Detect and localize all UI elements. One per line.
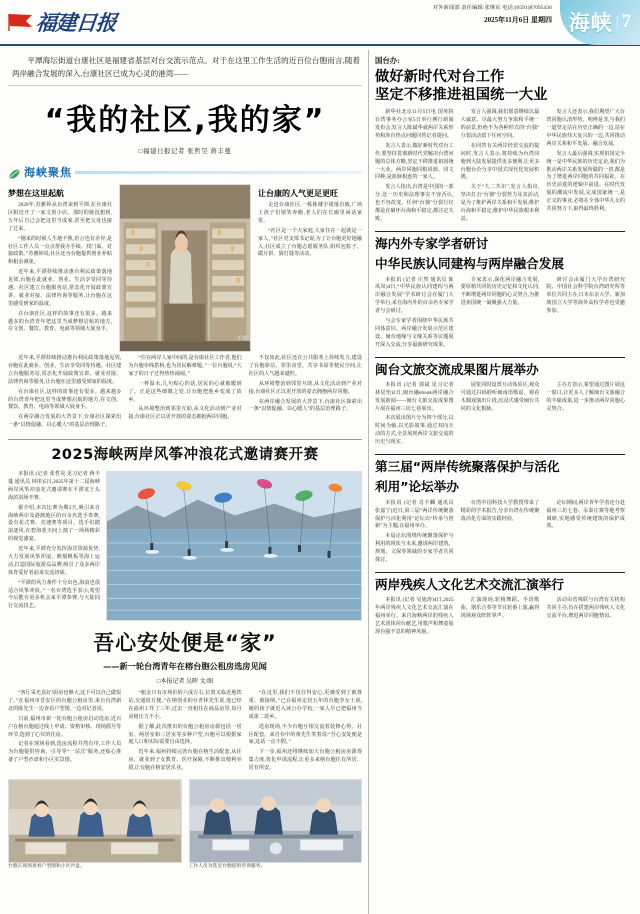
- lead-article-columns: [8, 184, 362, 352]
- photo-watermark: 平潭: [236, 337, 247, 343]
- paragraph: 在台康社区,这样的故事还有很多。越来越多的台湾青年把这里当成梦想启航的地方,在文创、餐饮、教育、电商等领域大展身手。: [8, 388, 122, 411]
- experts-columns: [375, 277, 625, 352]
- community-headline: 吾心安处便是“家”: [93, 631, 277, 656]
- community-photo-left-wrap: [8, 779, 182, 871]
- forum-col-3: [546, 500, 625, 567]
- lead-col-2: [119, 184, 251, 352]
- kite-event-text: [8, 471, 100, 621]
- divider: [375, 454, 625, 455]
- community-photo-right-caption: 工作人员为选房台胞提供咨询服务。: [188, 864, 266, 870]
- paragraph: 走进台康社区,一栋栋楼宇错落有致,广场上孩子们嬉笑奔跑,老人们在长廊里闲话家常。: [258, 202, 362, 224]
- red-flag-icon: [8, 12, 34, 32]
- paper-name: 福建日报: [34, 11, 118, 35]
- expo-col-3: [546, 382, 625, 449]
- subheading-life: 让台康的人气更足更旺: [258, 189, 338, 199]
- community-photo-right: [189, 779, 363, 863]
- divider: [375, 572, 625, 573]
- editor-line: 对外新闻部 责任编辑:张继东 电话:(0591)87095436: [432, 5, 552, 11]
- paragraph: 不仅如此,社区还在公共服务上持续发力,建设了台胞驿站、邻里食堂、共享书屋等便民空间,让社区的人气越来越旺。: [248, 355, 362, 377]
- paragraph: 台湾中国科技大学教授带来了精彩的学术报告,分享台湾在传统聚落活化方面的实践经验。: [460, 499, 540, 522]
- gtao-kicker: 国台办:: [375, 56, 400, 65]
- cont-col-2-text: [128, 355, 241, 422]
- gtao-headline-line1: 做好新时代对台工作: [375, 69, 505, 85]
- experts-col-1: [375, 277, 454, 352]
- paragraph: 本次展出图片分为四个部分,以时间为轴,以光影叙事,通过双向互动的方式,全景展现两岸文旅交流的历史与现实。: [375, 415, 454, 446]
- community-col-2: [128, 690, 241, 775]
- paragraph: 汇演现场,轮椅舞蹈、手语歌曲、器乐合奏等节目轮番上演,赢得现场观众阵阵掌声。: [460, 597, 540, 620]
- community-subheadline: ——新一轮台湾青年在榕台胞公租房选房见闻: [103, 661, 267, 672]
- forum-col-1: [375, 500, 454, 567]
- community-columns: [8, 690, 362, 775]
- paragraph: 选房现场,不少台胞互相交流着装修心得、社区配套。来自台中的黄先生笑着说:“吾心安处便是家,这话一点不假。”: [248, 723, 362, 746]
- right-zone: [369, 48, 633, 914]
- forum-columns: [375, 500, 625, 567]
- experts-col-3: [546, 277, 625, 352]
- paragraph: 展览同时设置互动体验区,观众可通过扫码聆听闽南语歌谣、观看木偶戏演出片段,沉浸式感受闽台共同的文化根脉。: [460, 381, 540, 412]
- kite-event-block: [8, 439, 362, 621]
- lead-col-3-text: [258, 202, 362, 259]
- expo-columns: [375, 382, 625, 449]
- paragraph: 记者在现场看到,选房流程井然有序,工作人员为台胞提供咨询、引导等“一站式”服务,还贴心准备了户型沙盘和小区实景图。: [8, 741, 122, 764]
- paragraph: “在这里,我们不仅住得安心,更感受到了被尊重、被接纳。”已在福州定居五年的台胞李女士说,她的孩子就近入读公办学校,一家人早已把福州当成第二故乡。: [248, 690, 362, 720]
- divider: [375, 357, 625, 358]
- community-col-1: [8, 690, 121, 775]
- paragraph: 本报讯 (记者 庄然 通讯员 陈凤凤)4日,“中华民族认同建构与两岸融合发展”学术研讨会在厦门大学举行,来自海内外的百余名专家学者与会研讨。: [375, 276, 454, 315]
- lead-headline: “我的社区,我的家”: [44, 103, 326, 139]
- paragraph: 专家表示,深化两岸融合发展,要厚植共同的历史记忆和文化认同,不断增进两岸同胞的心灵契合,为推进祖国统一凝聚强大力量。: [460, 276, 540, 307]
- expo-headline: 闽台文旅交流成果图片展举办: [375, 361, 539, 377]
- experts-headline-line2: 中华民族认同建构与两岸融合发展: [375, 256, 564, 272]
- paragraph: 论坛期间,两岸青年学者还分赴福州三坊七巷、永泰庄寨等地考察调研,实地感受传统建筑的保护成效。: [546, 499, 626, 530]
- cont-col-1-text: [8, 355, 121, 430]
- cont-col-1: [8, 355, 121, 432]
- paragraph: “客厅采光真好!厨房也够大,这下可以自己做饭了。”在福州市晋安区的台胞公租房里,来自台湾新北的陈先生一边查看户型图,一边对记者说。: [8, 690, 122, 712]
- art-columns: [375, 597, 625, 638]
- masthead-right: [433, 0, 640, 45]
- community-photo-right-wrap: [189, 779, 363, 871]
- kite-event-headline: 2025海峡两岸风筝冲浪花式邀请赛开赛: [51, 447, 319, 464]
- expo-col-1: [375, 382, 454, 449]
- community-photos: [8, 779, 362, 871]
- paragraph: 在回答有关两岸经贸交流的提问时,发言人表示,将持续为台湾同胞到大陆发展提供更多便利,让更多台胞台企分享中国式现代化发展机遇。: [460, 142, 540, 181]
- paragraph: 本报讯 (记者 肖丰麟 通讯员 张嘉宁)近日,第三届“两岸传统聚落保护与活化利用”论坛以“传承与创新”为主题,在福州举办。: [375, 499, 454, 530]
- masthead-meta: [433, 0, 560, 25]
- divider: [8, 85, 362, 86]
- left-zone: [0, 48, 368, 914]
- paragraph: 近年来,平潭充分发挥海洋资源优势,大力发展风筝冲浪、帆船帆板等海上运动,打造国际旅游岛品牌,吸引了众多两岸体育爱好者前来交流切磋。: [8, 546, 100, 576]
- paragraph: 主办方表示,希望通过图片展这一窗口,让更多人了解闽台文旅融合的丰硕成果,进一步推动两岸同胞心灵契合。: [546, 381, 626, 412]
- section-flag-label: 海峡聚焦: [24, 166, 72, 180]
- page-number: 7: [621, 11, 632, 32]
- paragraph: 近年来,平潭持续推动惠台利民政策落地见效,台胞在此就业、创业、生活享受同等待遇。社区建立台胞服务站,常态化开展政策宣讲、就业对接、法律咨询等服务,让台胞在这里感受到家的温度。: [8, 355, 122, 385]
- art-headline: 两岸残疾人文化艺术交流汇演举行: [375, 576, 564, 592]
- lead-byline: □福建日报记者 张哲昊 蒋丰蔓: [138, 148, 232, 156]
- paragraph: “刚来的时候人生地不熟,语言也有差异,是社区工作人员一点点帮我办手续、找门面、对接政策。”苏雅婷说,社区还为台胞提供创业补贴和租金减免。: [8, 235, 112, 266]
- paragraph: 研讨会由厦门大学台湾研究院、中国社会科学院台湾研究所等单位共同主办,日本东京大学、新加坡国立大学等海外高校学者也受邀参加。: [546, 276, 626, 315]
- paragraph: 活动由省残联与台湾有关机构共同主办,旨在搭建两岸残疾人文化交流平台,增进两岸同胞情谊。: [546, 597, 626, 620]
- gtao-col-2: [461, 109, 540, 225]
- paragraph: 发言人表示,做好新时代对台工作,要坚持贯彻新时代党解决台湾问题的总体方略,坚定不移推进祖国统一大业。两岸同胞同根同源、同文同种,是血脉相连的一家人。: [375, 142, 454, 181]
- paragraph: “住在两岸人家中间的,是台康社区工作者,他们为台胞牵线搭桥,也为居民解难题。”一位台胞说,“大家子的日子过得热热闹闹。”: [128, 355, 242, 377]
- community-feature-block: [8, 627, 362, 871]
- paragraph: 一杯温水,几句贴心的话,居民的心就被暖到了。正是这些细微之处,让台胞把他乡变成了故乡。: [128, 380, 242, 403]
- lead-col-1: [8, 184, 112, 352]
- art-col-2: [461, 597, 540, 638]
- gtao-columns: [375, 109, 625, 225]
- flag-rule: [75, 171, 362, 174]
- forum-col-2: [461, 500, 540, 567]
- paragraph: 据了解,此次推出的台胞公租房房源包括一居室、两居室和三居室等多种户型,台胞可以根据家庭人口和实际需要自由选择。: [128, 723, 242, 746]
- shop-photo: [119, 184, 251, 352]
- lead-col-1-text: [8, 202, 112, 334]
- paragraph: 在两岸融合发展的大背景下,台康社区探索出一条“以情促融、以心暖人”的基层治理路子。: [248, 398, 362, 413]
- paragraph: 本报讯 (记者 吴旭涛)4日,2025年两岸残疾人文化艺术交流汇演在福州举行。来自海峡两岸的残疾人艺术团体同台献艺,用歌声和舞姿展现自强不息的精神风貌。: [375, 597, 454, 635]
- paper-logo[interactable]: [0, 7, 116, 37]
- paragraph: 新华社北京11月5日电 国务院台湾事务办公室5日举行例行新闻发布会,发言人陈斌华就两岸关系形势和涉台热点问题回答记者提问。: [375, 109, 454, 140]
- dateline: 本报讯 (记者 张哲昊 见习记者 蒋丰蔓 通讯员 林彤)5日,2025年第十二届海峡两岸风筝冲浪花式邀请赛在平潭龙王头海滨浴场开赛。: [8, 471, 100, 501]
- community-byline: □本报记者 吴晖 文/图: [156, 679, 214, 686]
- paragraph: 日前,福州市新一轮台胞公租房启动选房,近百户在榕台胞通过线上申请、资格审核、现场摇号等环节,选到了心仪的住房。: [8, 715, 122, 738]
- paragraph: 发言人最后强调,实现祖国完全统一是中华民族的历史定论,我们为推动两岸关系发展所做的一切,都是为了增进两岸同胞的共同福祉。在历史前进的逻辑中前进、在时代发展的潮流中发展,完成国家统一,是正义的事业,必将在全体中华儿女的共同努力下,取得最终胜利。: [546, 150, 626, 213]
- forum-headline-line1: 第三届“两岸传统聚落保护与活化: [375, 459, 560, 475]
- gtao-col-1: [375, 109, 454, 225]
- forum-headline-line2: 利用”论坛举办: [375, 479, 459, 495]
- paragraph: 发言人指出,台湾是中国的一部分,这一历史和法理事实不容否认,也不容改变。任何“台独”分裂行径都是在破坏台海和平稳定,都注定失败。: [375, 184, 454, 222]
- paragraph: 近年来,福州持续完善台胞在榕生活配套,从住房、就业到子女教育、医疗保障,不断推出便利举措,让台胞在榕安居乐业。: [128, 749, 242, 772]
- subheading-dream: 梦想在这里起航: [8, 189, 64, 199]
- paragraph: 本届论坛围绕传统聚落保护与利用的现状与未来,邀请两岸建筑、规划、文保等领域的专家学者共同探讨。: [375, 533, 454, 563]
- lead-intro: [8, 48, 362, 80]
- paragraph: 与会专家学者围绕中华民族共同体意识、两岸融合发展示范区建设、闽台地缘与文缘关系等议题展开深入交流,分享最新研究成果。: [375, 317, 454, 348]
- date-line: 2025年11月6日 星期四: [484, 15, 552, 24]
- experts-headline-line1: 海内外专家学者研讨: [375, 235, 489, 251]
- kite-surfing-photo: [106, 471, 362, 621]
- gtao-headline-line2: 坚定不移推进祖国统一大业: [375, 87, 548, 104]
- paragraph: 在两岸融合发展的大背景下,台康社区探索出一条“以情促融、以心暖人”的基层治理路子。: [8, 414, 122, 429]
- paragraph: 发言人强调,我们愿意继续以最大诚意、尽最大努力争取和平统一的前景,但绝不为各种形式的“台独”分裂活动留下任何空间。: [460, 109, 540, 140]
- divider: [375, 231, 625, 232]
- paragraph: 据介绍,本次比赛为期3天,吸引来自海峡两岸及港澳地区的百余名选手参赛,设有花式赛、竞速赛等项目。选手们踏浪逐风,在碧海蓝天间上演了一场场精彩的视觉盛宴。: [8, 504, 100, 543]
- paragraph: 近年来,平潭持续推动惠台利民政策落地见效,台胞在此就业、创业、生活享受同等待遇。社区建立台胞服务站,常态化开展政策宣讲、就业对接、法律咨询等服务,让台胞在这里感受到家的温度。: [8, 269, 112, 307]
- section-name: 海峡: [568, 11, 613, 35]
- community-photo-left-caption: 台胞在现场查看户型图和小区沙盘。: [8, 864, 85, 870]
- paragraph: “租金只有市场价的六成左右,位置又临近地铁站,交通很方便。”在榕创业的台青林先生说,他已经在福州工作了三年,过去一直租住在商品房里,每月房租压力不小。: [128, 690, 242, 720]
- paragraph: 下一步,福州还将继续加大台胞公租房房源筹集力度,优化申请流程,让更多来榕台胞住有所居、居有所安。: [248, 749, 362, 772]
- leaf-icon: [8, 167, 21, 178]
- experts-col-2: [461, 277, 540, 352]
- cont-col-3: [249, 355, 362, 432]
- paragraph: 关于“九二共识”,发言人指出,坚决打击“台独”分裂势力及其活动,是为了维护两岸关系和平发展,维护台海和平稳定,维护中华民族根本利益。: [460, 184, 540, 222]
- gtao-col-3: [546, 109, 625, 225]
- paragraph: 从环境整治到邻里互助,从文化活动到产业对接,台康社区正以更开放的姿态拥抱两岸同胞。: [128, 406, 242, 421]
- cont-col-3-text: [249, 355, 362, 414]
- paragraph: 从环境整治到邻里互助,从文化活动到产业对接,台康社区正以更开放的姿态拥抱两岸同胞。: [248, 380, 362, 395]
- page-body: [0, 48, 640, 914]
- community-col-3: [249, 690, 362, 775]
- community-photo-left: [8, 779, 182, 863]
- cont-col-2: [128, 355, 241, 432]
- paragraph: 2020年,苏雅婷从台湾来到平潭,在台康社区附近开了一家文创小店。那时的她没想到,五年后自己会把这里当成家,甚至把父母也接了过来。: [8, 202, 112, 232]
- lead-intro-text: 平潭海坛街道台康社区是福建省基层对台交流示范点。对于在这里工作生活的近百位台胞而言,随着两岸融合发展的深入,台康社区已成为心灵的港湾——: [12, 56, 360, 79]
- paragraph: 发言人还表示,我们期望广大台湾同胞认清形势、明辨是非,与我们一道坚定站在历史正确的一边,站在中华民族伟大复兴的一边,共同推动两岸关系和平发展、融合发展。: [546, 109, 626, 147]
- paragraph: “平潭的风力条件十分出色,海浪也很适合风筝冲浪。”一名台湾选手表示,希望今后能有更多机会来平潭参赛,与大陆同行交流技艺。: [8, 579, 100, 610]
- section-flag: [8, 164, 362, 180]
- paragraph: 本报讯 (记者 郭斌 见习记者 林星怡)2日,闽台融ebook两岸融合发展新闻——闽台文旅交流成果图片展在福州三坊七巷展出。: [375, 381, 454, 412]
- art-col-3: [546, 597, 625, 638]
- paragraph: 在台康社区,这样的故事还有很多。越来越多的台湾青年把这里当成梦想启航的地方,在文创、餐饮、教育、电商等领域大展身手。: [8, 310, 112, 333]
- section-badge: [560, 0, 640, 45]
- badge-divider: |: [615, 13, 619, 30]
- kite-event-body: [8, 471, 362, 621]
- expo-col-2: [461, 382, 540, 449]
- art-col-1: [375, 597, 454, 638]
- lead-col-3: [258, 184, 362, 352]
- masthead: [0, 0, 640, 46]
- paragraph: “社区是一个大家庭,大家住在一起就是一家人。”社区党支部书记说,为了让台胞更好地融入,社区成立了台胞志愿服务队,组织包粽子、做月饼、猜灯谜等活动。: [258, 227, 362, 258]
- lead-continuation-columns: [8, 355, 362, 432]
